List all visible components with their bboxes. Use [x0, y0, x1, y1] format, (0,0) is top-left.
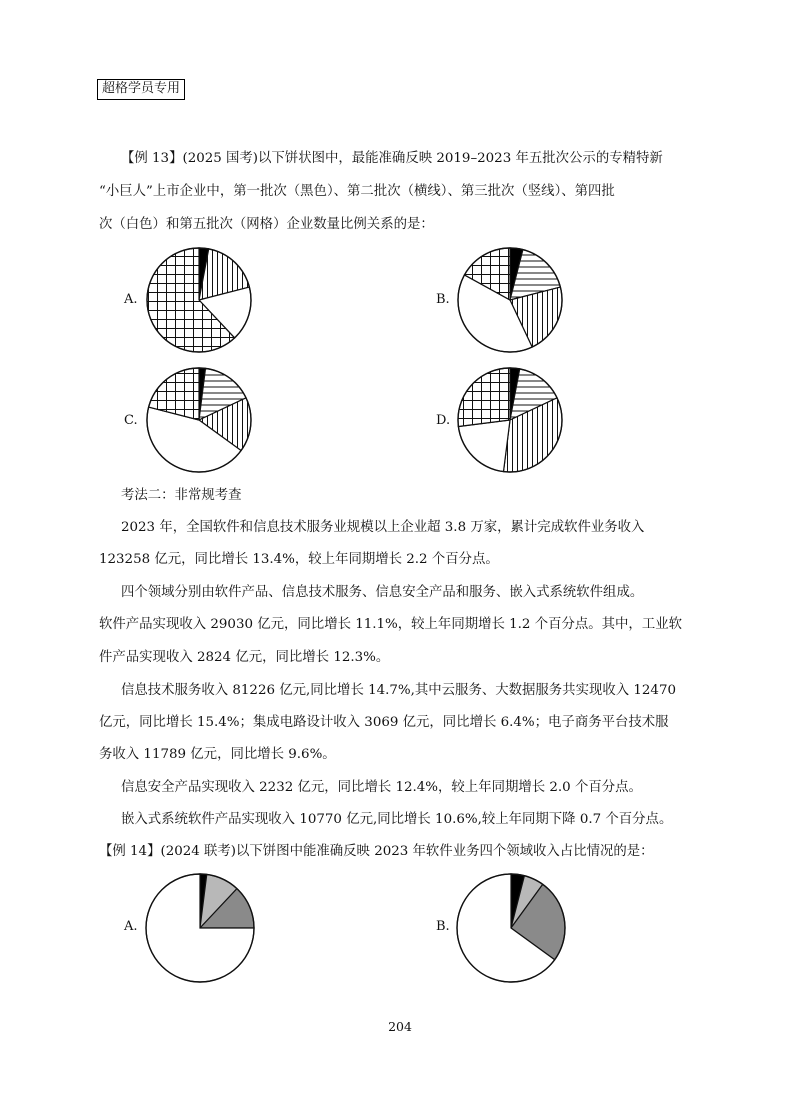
paragraph-line-9: 信息安全产品实现收入 2232 亿元，同比增长 12.4%，较上年同期增长 2.0 个百分点。	[121, 780, 642, 795]
ex13-option-c-label[interactable]: C.	[124, 413, 138, 428]
section-heading: 考法二：非常规考查	[121, 488, 242, 503]
ex13-option-b-label[interactable]: B.	[436, 292, 450, 307]
page-number: 204	[388, 1019, 412, 1034]
ex14-option-b-label[interactable]: B.	[436, 919, 450, 934]
paragraph-line-4: 软件产品实现收入 29030 亿元，同比增长 11.1%，较上年同期增长 1.2 个百分点。其中，工业软	[99, 617, 682, 632]
paragraph-line-3: 四个领域分别由软件产品、信息技术服务、信息安全产品和服务、嵌入式系统软件组成。	[121, 585, 644, 600]
member-badge: 超格学员专用	[97, 79, 185, 100]
paragraph-line-6: 信息技术服务收入 81226 亿元,同比增长 14.7%,其中云服务、大数据服务共实现收入 12470	[121, 683, 676, 698]
ex13-option-d-label[interactable]: D.	[436, 413, 451, 428]
paragraph-line-8: 务收入 11789 亿元，同比增长 9.6%。	[99, 747, 336, 762]
example14-line: 【例 14】(2024 联考)以下饼图中能准确反映 2023 年软件业务四个领域收入占比情况的是：	[99, 844, 654, 859]
paragraph-line-7: 亿元，同比增长 15.4%；集成电路设计收入 3069 亿元，同比增长 6.4%；电子商务平台技术服	[99, 715, 669, 730]
example13-line-1: 【例 13】(2025 国考)以下饼状图中，最能准确反映 2019–2023 年五批次公示的专精特新	[121, 151, 663, 166]
paragraph-line-10: 嵌入式系统软件产品实现收入 10770 亿元,同比增长 10.6%,较上年同期下降 0.7 个百分点。	[121, 812, 673, 827]
example13-line-2: “小巨人”上市企业中，第一批次（黑色）、第二批次（横线）、第三批次（竖线）、第四批	[99, 184, 615, 199]
example13-line-3: 次（白色）和第五批次（网格）企业数量比例关系的是：	[99, 217, 434, 232]
ex14-option-a-label[interactable]: A.	[124, 919, 138, 934]
paragraph-line-5: 件产品实现收入 2824 亿元，同比增长 12.3%。	[99, 650, 390, 665]
ex13-option-a-label[interactable]: A.	[124, 292, 138, 307]
paragraph-line-2: 123258 亿元，同比增长 13.4%，较上年同期增长 2.2 个百分点。	[99, 552, 499, 567]
paragraph-line-1: 2023 年，全国软件和信息技术服务业规模以上企业超 3.8 万家，累计完成软件业务收入	[121, 520, 645, 535]
